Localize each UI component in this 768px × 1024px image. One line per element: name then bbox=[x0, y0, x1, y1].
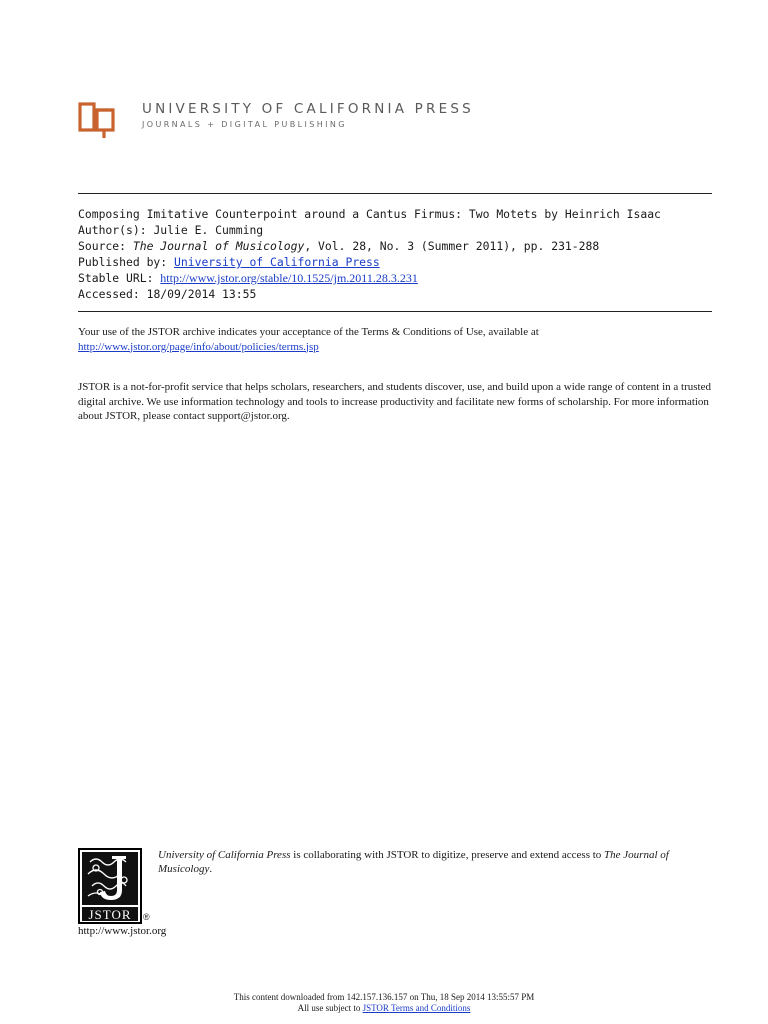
accessed-line bbox=[78, 286, 718, 302]
accessed-date: 18/09/2014 13:55 bbox=[146, 287, 257, 301]
publisher-name: UNIVERSITY OF CALIFORNIA PRESS bbox=[142, 101, 474, 117]
journal-name: The Journal of Musicology bbox=[132, 239, 305, 253]
source-line bbox=[78, 238, 718, 254]
collab-publisher: University of California Press bbox=[158, 849, 291, 861]
terms-paragraph bbox=[78, 325, 718, 354]
collaboration-statement bbox=[158, 849, 698, 876]
registered-mark: ® bbox=[143, 912, 150, 922]
download-info: This content downloaded from 142.157.136.157 on Thu, 18 Sep 2014 13:55:57 PM bbox=[233, 992, 535, 1002]
terms-footer-line bbox=[0, 1003, 768, 1014]
collab-text: is collaborating with JSTOR to digitize, preserve and extend access to bbox=[290, 849, 605, 861]
terms-link[interactable]: http://www.jstor.org/page/info/about/policies/terms.jsp bbox=[78, 340, 319, 353]
top-divider bbox=[78, 193, 712, 194]
terms-footer-prefix: All use subject to bbox=[297, 1003, 363, 1013]
author-line bbox=[78, 222, 718, 238]
source-label: Source: bbox=[78, 239, 127, 253]
stable-url-link[interactable]: http://www.jstor.org/stable/10.1525/jm.2011.28.3.231 bbox=[160, 271, 418, 285]
citation-block bbox=[78, 206, 718, 302]
author-label: Author(s): bbox=[78, 223, 147, 237]
author-name: Julie E. Cumming bbox=[153, 223, 264, 237]
source-details: , Vol. 28, No. 3 (Summer 2011), pp. 231-288 bbox=[304, 239, 600, 253]
publisher-link[interactable]: University of California Press bbox=[174, 255, 380, 269]
publisher-tagline: JOURNALS + DIGITAL PUBLISHING bbox=[142, 120, 347, 129]
stable-url-label: Stable URL: bbox=[78, 271, 154, 285]
stable-url-line bbox=[78, 270, 718, 286]
ucp-logo-icon bbox=[78, 102, 118, 140]
published-label: Published by: bbox=[78, 255, 168, 269]
collab-end: . bbox=[209, 862, 213, 875]
collab-journal: The Journal of Musicology bbox=[158, 849, 669, 875]
jstor-logo-text: JSTOR bbox=[88, 907, 132, 922]
published-line bbox=[78, 254, 718, 270]
jstor-logo-icon bbox=[78, 848, 142, 924]
accessed-label: Accessed: bbox=[78, 287, 140, 301]
jstor-home-link[interactable]: http://www.jstor.org bbox=[78, 925, 167, 937]
terms-text: Your use of the JSTOR archive indicates your acceptance of the Terms & Conditions of Use, available at bbox=[78, 326, 539, 338]
download-footer bbox=[0, 992, 768, 1014]
article-title: Composing Imitative Counterpoint around a Cantus Firmus: Two Motets by Heinrich Isaac bbox=[78, 207, 661, 221]
bottom-divider bbox=[78, 311, 712, 312]
about-paragraph: JSTOR is a not-for-profit service that helps scholars, researchers, and students discover, use, and build upon a wide range of content in a trusted digital archive. We use information technology and tools to increase productivity and facilitate new forms of scholarship. For more information about JSTOR, please contact support@jstor.org. bbox=[78, 381, 711, 422]
terms-footer-link[interactable]: JSTOR Terms and Conditions bbox=[362, 1003, 471, 1013]
